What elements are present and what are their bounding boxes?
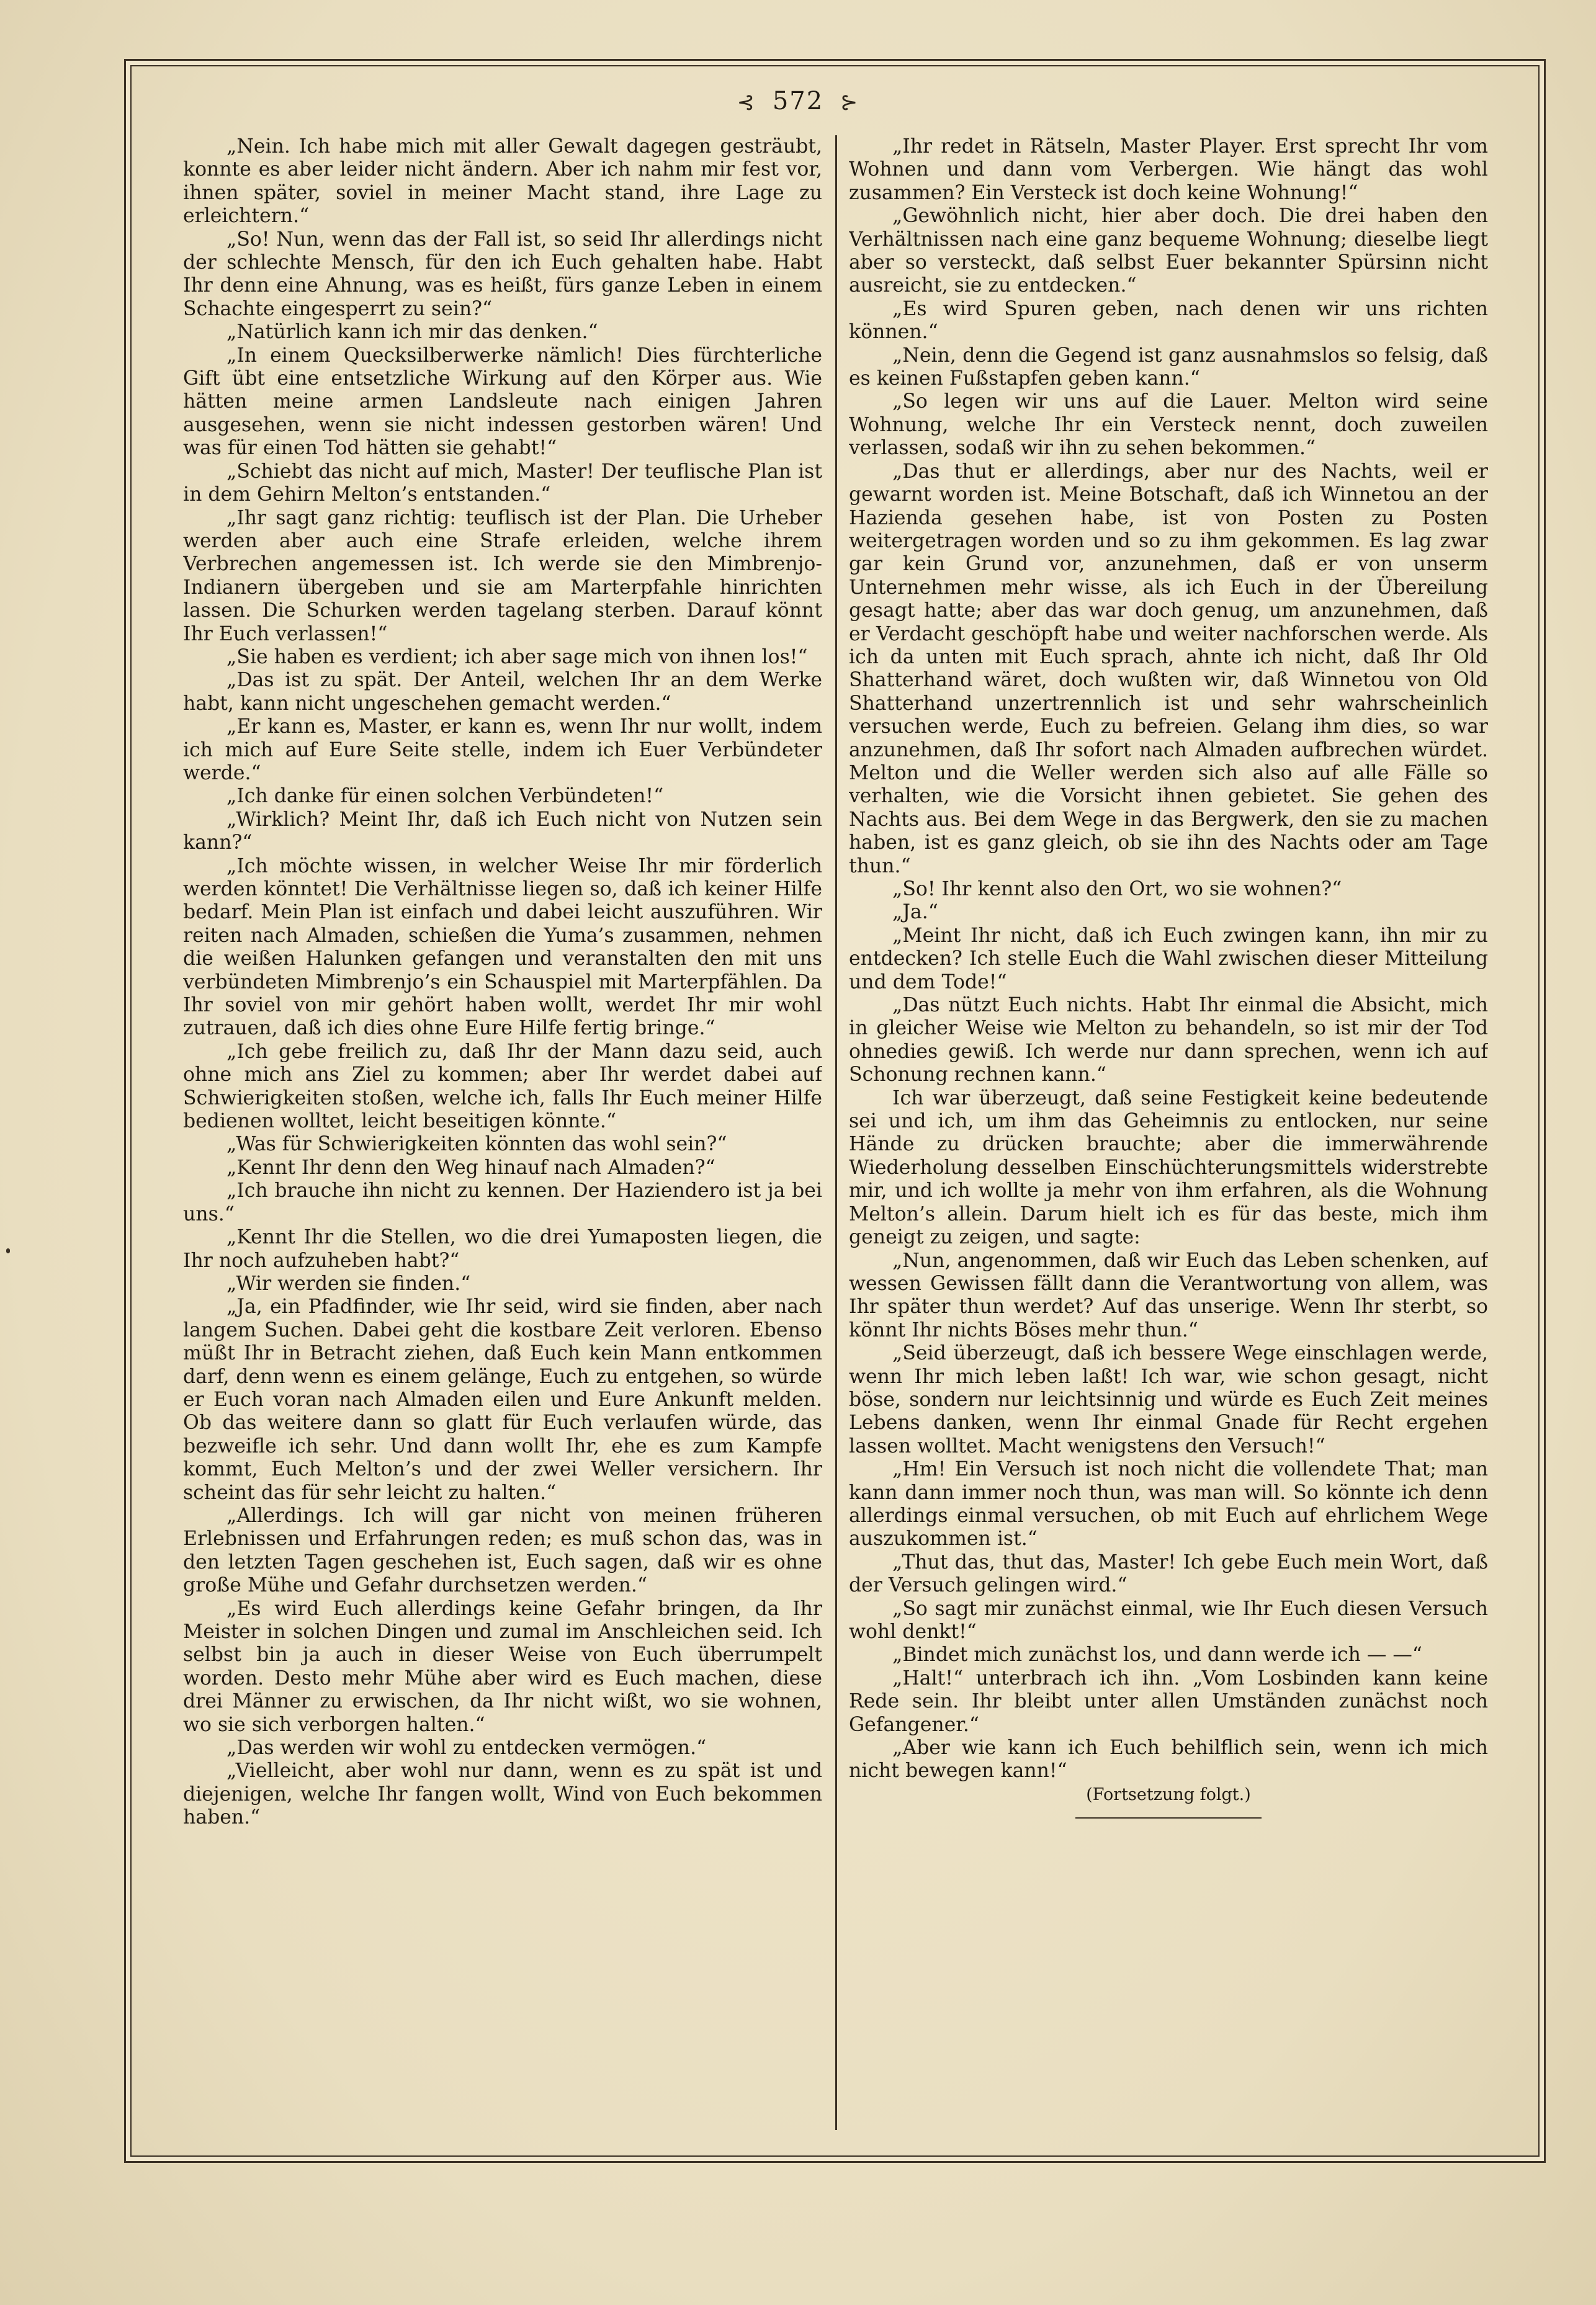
paragraph: „Es wird Spuren geben, nach denen wir uns richten können.“ [849, 297, 1488, 344]
column-divider [835, 135, 837, 2130]
paragraph: „Bindet mich zunächst los, und dann werde ich — —“ [892, 1644, 1423, 1667]
paragraph: Ich war überzeugt, daß seine Festigkeit keine bedeutende sei und ich, um ihm das Geheimnis zu entlocken, nur seine Hände zu drücken brauchte; aber die immerwährende Wiederholung desselben Einschüchterungsmittels widerstrebte mir, und ich wollte ja mehr von ihm erfahren, als die Wohnung Melton’s allein. Darum hielt ich es für das beste, mich ihm geneigt zu zeigen, und sagte: [849, 1086, 1488, 1249]
paragraph: „Meint Ihr nicht, daß ich Euch zwingen kann, ihn mir zu entdecken? Ich stelle Euch die Wahl zwischen dieser Mitteilung und dem Tode!“ [849, 924, 1488, 993]
left-ornament-icon: ⊰ [737, 90, 756, 115]
paragraph: „Nun, angenommen, daß wir Euch das Leben schenken, auf wessen Gewissen fällt dann die Verantwortung von allem, was Ihr später thun werdet? Auf das unserige. Wenn Ihr sterbt, so könnt Ihr nichts Böses mehr thun.“ [849, 1249, 1488, 1341]
paragraph: „Halt!“ unterbrach ich ihn. „Vom Losbinden kann keine Rede sein. Ihr bleibt unter allen Umständen zunächst noch Gefangener.“ [849, 1667, 1488, 1736]
paragraph: „Kennt Ihr die Stellen, wo die drei Yumaposten liegen, die Ihr noch aufzuheben habt?“ [183, 1226, 822, 1272]
paragraph: „Ihr redet in Rätseln, Master Player. Erst sprecht Ihr vom Wohnen und dann vom Verbergen. Wie hängt das wohl zusammen? Ein Versteck ist doch keine Wohnung!“ [849, 135, 1488, 204]
paragraph: „Natürlich kann ich mir das denken.“ [226, 321, 598, 344]
paragraph: „So! Ihr kennt also den Ort, wo sie wohnen?“ [892, 878, 1342, 900]
paragraph: „Aber wie kann ich Euch behilflich sein, wenn ich mich nicht bewegen kann!“ [849, 1737, 1488, 1783]
paragraph: „So legen wir uns auf die Lauer. Melton wird seine Wohnung, welche Ihr ein Versteck nennt, doch zuweilen verlassen, sodaß wir ihn zu sehen bekommen.“ [849, 390, 1488, 460]
paragraph: „Nein, denn die Gegend ist ganz ausnahmslos so felsig, daß es keinen Fußstapfen geben kann.“ [849, 344, 1488, 390]
paragraph: „Schiebt das nicht auf mich, Master! Der teuflische Plan ist in dem Gehirn Melton’s entstanden.“ [183, 460, 822, 506]
paragraph: „Es wird Euch allerdings keine Gefahr bringen, da Ihr Meister in solchen Dingen und zumal im Anschleichen seid. Ich selbst bin ja auch in dieser Weise von Euch überrumpelt worden. Desto mehr Mühe aber wird es Euch machen, diese drei Männer zu erwischen, da Ihr nicht wißt, wo sie wohnen, wo sie sich verborgen halten.“ [183, 1597, 822, 1736]
continuation-note: (Fortsetzung folgt.) [1086, 1784, 1251, 1804]
paragraph: „Wir werden sie finden.“ [226, 1272, 471, 1295]
paragraph: „Seid überzeugt, daß ich bessere Wege einschlagen werde, wenn Ihr mich leben laßt! Ich war, wie schon gesagt, nicht böse, sondern nur leichtsinnig und würde es Euch Zeit meines Lebens danken, wenn Ihr einmal Gnade für Recht ergehen lassen wolltet. Macht wenigstens den Versuch!“ [849, 1342, 1488, 1457]
paragraph: „So! Nun, wenn das der Fall ist, so seid Ihr allerdings nicht der schlechte Mensch, für den ich Euch gehalten habe. Habt Ihr denn eine Ahnung, was es heißt, fürs ganze Leben in einem Schachte eingesperrt zu sein?“ [183, 228, 822, 320]
paragraph: „Das nützt Euch nichts. Habt Ihr einmal die Absicht, mich in gleicher Weise wie Melton zu behandeln, so ist mir der Tod ohnedies gewiß. Ich werde nur dann sprechen, wenn ich auf Schonung rechnen kann.“ [849, 994, 1488, 1086]
right-ornament-icon: ⊱ [840, 90, 859, 115]
paragraph: „Was für Schwierigkeiten könnten das wohl sein?“ [226, 1133, 727, 1156]
paragraph: „Ich möchte wissen, in welcher Weise Ihr mir förderlich werden könntet! Die Verhältnisse liegen so, daß ich keiner Hilfe bedarf. Mein Plan ist einfach und dabei leicht auszuführen. Wir reiten nach Almaden, schießen die Yuma’s zusammen, nehmen die weißen Halunken gefangen und veranstalten den mit uns verbündeten Mimbrenjo’s ein Schauspiel mit Marterpfählen. Da Ihr soviel von mir gehört haben wollt, werdet Ihr mir wohl zutrauen, daß ich dies ohne Eure Hilfe fertig bringe.“ [183, 854, 822, 1040]
paragraph: „Gewöhnlich nicht, hier aber doch. Die drei haben den Verhältnissen nach eine ganz bequeme Wohnung; dieselbe liegt aber so versteckt, daß selbst Euer bekannter Spürsinn nicht ausreicht, sie zu entdecken.“ [849, 205, 1488, 297]
paragraph: „So sagt mir zunächst einmal, wie Ihr Euch diesen Versuch wohl denkt!“ [849, 1597, 1488, 1643]
paragraph: „Vielleicht, aber wohl nur dann, wenn es zu spät ist und diejenigen, welche Ihr fangen wollt, Wind von Euch bekommen haben.“ [183, 1760, 822, 1829]
paragraph: „Kennt Ihr denn den Weg hinauf nach Almaden?“ [226, 1156, 715, 1179]
left-column [183, 135, 822, 2121]
page-number: 572 [772, 87, 824, 115]
paragraph: „Nein. Ich habe mich mit aller Gewalt dagegen gesträubt, konnte es aber leider nicht ändern. Aber ich nahm mir fest vor, ihnen später, soviel in meiner Macht stand, ihre Lage zu erleichtern.“ [183, 135, 822, 228]
paragraph: „Ich brauche ihn nicht zu kennen. Der Haziendero ist ja bei uns.“ [183, 1179, 822, 1225]
paragraph: „Ja.“ [892, 901, 938, 924]
paragraph: „Das werden wir wohl zu entdecken vermögen.“ [226, 1737, 707, 1760]
ink-speck [6, 1248, 10, 1253]
paragraph: „In einem Quecksilberwerke nämlich! Dies fürchterliche Gift übt eine entsetzliche Wirkung auf den Körper aus. Wie hätten meine armen Landsleute nach einigen Jahren ausgesehen, wenn sie nicht indessen gestorben wären! Und was für einen Tod hätten sie gehabt!“ [183, 344, 822, 460]
paragraph: „Sie haben es verdient; ich aber sage mich von ihnen los!“ [226, 645, 808, 668]
paragraph: „Ihr sagt ganz richtig: teuflisch ist der Plan. Die Urheber werden aber auch eine Strafe erleiden, welche ihrem Verbrechen angemessen ist. Ich werde sie den Mimbrenjo-Indianern übergeben und sie am Marterpfahle hinrichten lassen. Die Schurken werden tagelang sterben. Darauf könnt Ihr Euch verlassen!“ [183, 506, 822, 645]
paragraph: „Wirklich? Meint Ihr, daß ich Euch nicht von Nutzen sein kann?“ [183, 808, 822, 854]
page-header [0, 87, 1596, 115]
paragraph: „Thut das, thut das, Master! Ich gebe Euch mein Wort, daß der Versuch gelingen wird.“ [849, 1551, 1488, 1597]
paragraph: „Das ist zu spät. Der Anteil, welchen Ihr an dem Werke habt, kann nicht ungeschehen gemacht werden.“ [183, 669, 822, 715]
paragraph: „Das thut er allerdings, aber nur des Nachts, weil er gewarnt worden ist. Meine Botschaft, daß ich Winnetou an der Hazienda gesehen habe, ist von Posten zu Posten weitergetragen worden und so zu ihm gekommen. Es lag zwar gar kein Grund vor, anzunehmen, daß er von unserm Unternehmen mehr wisse, als ich Euch in der Übereilung gesagt hatte; aber das war doch genug, um anzunehmen, daß er Verdacht geschöpft habe und weiter nachforschen werde. Als ich da unten mit Euch sprach, ahnte ich nicht, daß Ihr Old Shatterhand wäret, doch wußten wir, daß Winnetou von Old Shatterhand unzertrennlich ist und sehr wahrscheinlich versuchen werde, Euch zu befreien. Gelang ihm dies, so war anzunehmen, daß Ihr sofort nach Almaden aufbrechen würdet. Melton und die Weller werden sich also auf alle Fälle so verhalten, wie die Vorsicht ihnen gebietet. Sie gehen des Nachts aus. Bei dem Wege in das Bergwerk, den sie zu machen haben, ist es ganz gleich, ob sie ihn des Nachts oder am Tage thun.“ [849, 460, 1488, 877]
paragraph: „Er kann es, Master, er kann es, wenn Ihr nur wollt, indem ich mich auf Eure Seite stelle, indem ich Euer Verbündeter werde.“ [183, 715, 822, 784]
paragraph: „Allerdings. Ich will gar nicht von meinen früheren Erlebnissen und Erfahrungen reden; es muß schon das, was in den letzten Tagen geschehen ist, Euch sagen, daß wir es ohne große Mühe und Gefahr durchsetzen werden.“ [183, 1504, 822, 1597]
end-rule [1075, 1817, 1262, 1819]
paragraph: „Hm! Ein Versuch ist noch nicht die vollendete That; man kann dann immer noch thun, was man will. So könnte ich denn allerdings einmal versuchen, ob mit Euch auf ehrlichem Wege auszukommen ist.“ [849, 1458, 1488, 1551]
paragraph: „Ich gebe freilich zu, daß Ihr der Mann dazu seid, auch ohne mich ans Ziel zu kommen; aber Ihr werdet dabei auf Schwierigkeiten stoßen, welche ich, falls Ihr Euch meiner Hilfe bedienen wolltet, leicht beseitigen könnte.“ [183, 1040, 822, 1133]
paragraph: „Ich danke für einen solchen Verbündeten!“ [226, 785, 664, 808]
paragraph: „Ja, ein Pfadfinder, wie Ihr seid, wird sie finden, aber nach langem Suchen. Dabei geht die kostbare Zeit verloren. Ebenso müßt Ihr in Betracht ziehen, daß Euch kein Mann entkommen darf, denn wenn es einem gelänge, Euch zu entgehen, so würde er Euch voran nach Almaden eilen und Eure Ankunft melden. Ob das weitere dann so glatt für Euch verlaufen würde, das bezweifle ich sehr. Und dann wollt Ihr, ehe es zum Kampfe kommt, Euch Melton’s und der zwei Weller versichern. Ihr scheint das für sehr leicht zu halten.“ [183, 1296, 822, 1504]
right-column [849, 135, 1488, 2121]
